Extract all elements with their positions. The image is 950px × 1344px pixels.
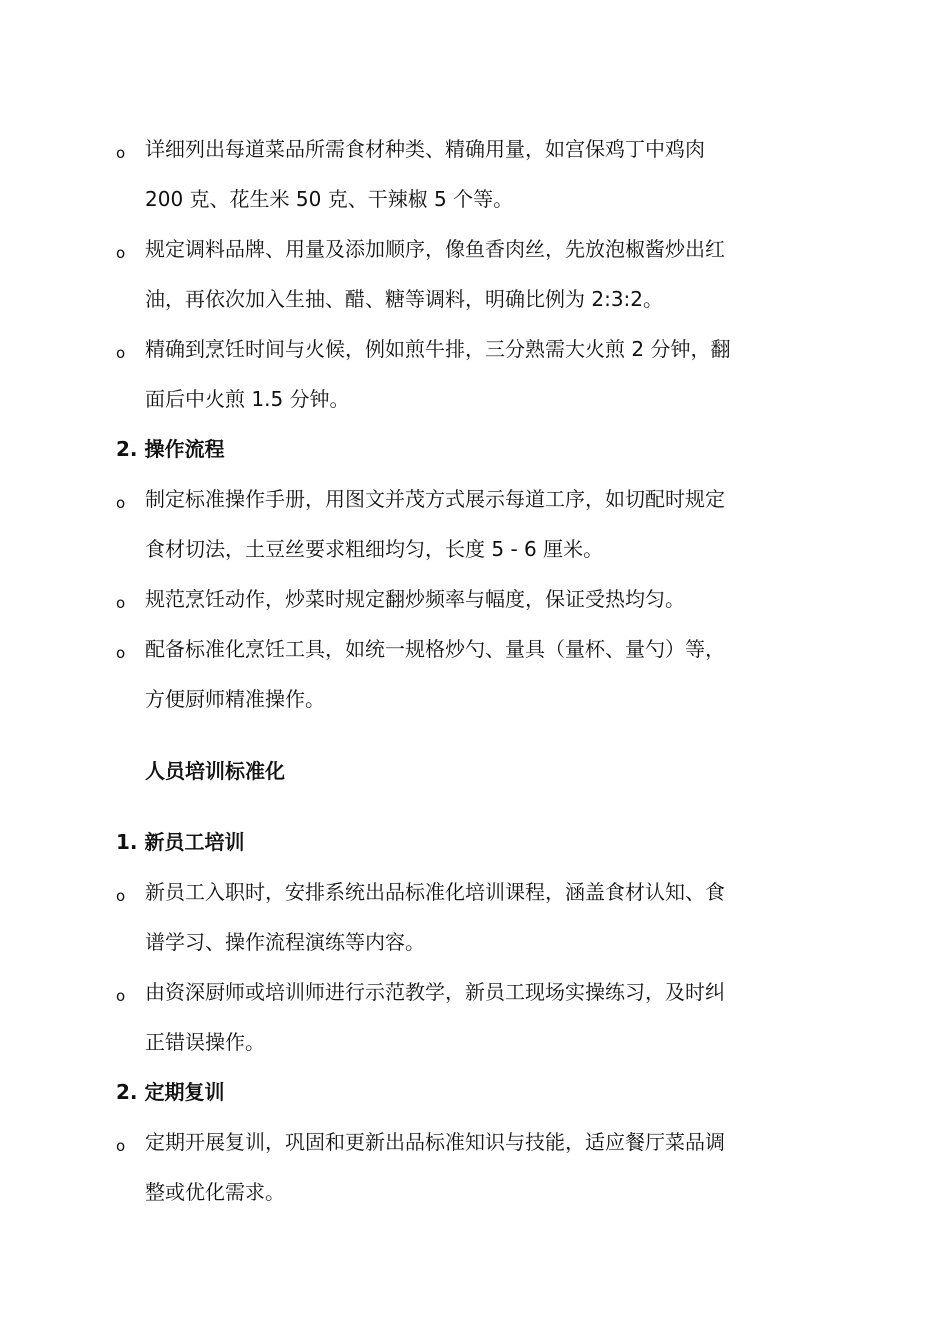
bullet-marker: o — [116, 244, 126, 262]
bullet-marker: o — [116, 887, 126, 905]
bullet-marker: o — [116, 644, 126, 662]
paragraph-line: 详细列出每道菜品所需食材种类、精确用量，如宫保鸡丁中鸡肉 — [145, 137, 705, 161]
subsection-heading: 2. 定期复训 — [116, 1080, 225, 1104]
section-title: 人员培训标准化 — [145, 759, 285, 783]
paragraph-line: 定期开展复训，巩固和更新出品标准知识与技能，适应餐厅菜品调 — [145, 1130, 725, 1154]
paragraph-line: 方便厨师精准操作。 — [145, 687, 325, 711]
paragraph-line: 精确到烹饪时间与火候，例如煎牛排，三分熟需大火煎 2 分钟，翻 — [145, 337, 731, 361]
paragraph-line: 谱学习、操作流程演练等内容。 — [145, 930, 425, 954]
subsection-heading: 1. 新员工培训 — [116, 830, 245, 854]
bullet-marker: o — [116, 987, 126, 1005]
paragraph-line: 由资深厨师或培训师进行示范教学，新员工现场实操练习，及时纠 — [145, 980, 725, 1004]
bullet-marker: o — [116, 494, 126, 512]
section-heading: 2. 操作流程 — [116, 437, 225, 461]
paragraph-line: 整或优化需求。 — [145, 1180, 285, 1204]
paragraph-line: 食材切法，土豆丝要求粗细均匀，长度 5 - 6 厘米。 — [145, 537, 604, 561]
bullet-marker: o — [116, 594, 126, 612]
paragraph-line: 配备标准化烹饪工具，如统一规格炒勺、量具（量杯、量勺）等， — [145, 637, 725, 661]
paragraph-line: 正错误操作。 — [145, 1030, 265, 1054]
bullet-marker: o — [116, 144, 126, 162]
bullet-marker: o — [116, 344, 126, 362]
bullet-marker: o — [116, 1137, 126, 1155]
paragraph-line: 规范烹饪动作，炒菜时规定翻炒频率与幅度，保证受热均匀。 — [145, 587, 685, 611]
paragraph-line: 制定标准操作手册，用图文并茂方式展示每道工序，如切配时规定 — [145, 487, 725, 511]
paragraph-line: 油，再依次加入生抽、醋、糖等调料，明确比例为 2:3:2。 — [145, 287, 664, 311]
paragraph-line: 新员工入职时，安排系统出品标准化培训课程，涵盖食材认知、食 — [145, 880, 725, 904]
paragraph-line: 面后中火煎 1.5 分钟。 — [145, 387, 350, 411]
paragraph-line: 200 克、花生米 50 克、干辣椒 5 个等。 — [145, 187, 514, 211]
paragraph-line: 规定调料品牌、用量及添加顺序，像鱼香肉丝，先放泡椒酱炒出红 — [145, 237, 725, 261]
